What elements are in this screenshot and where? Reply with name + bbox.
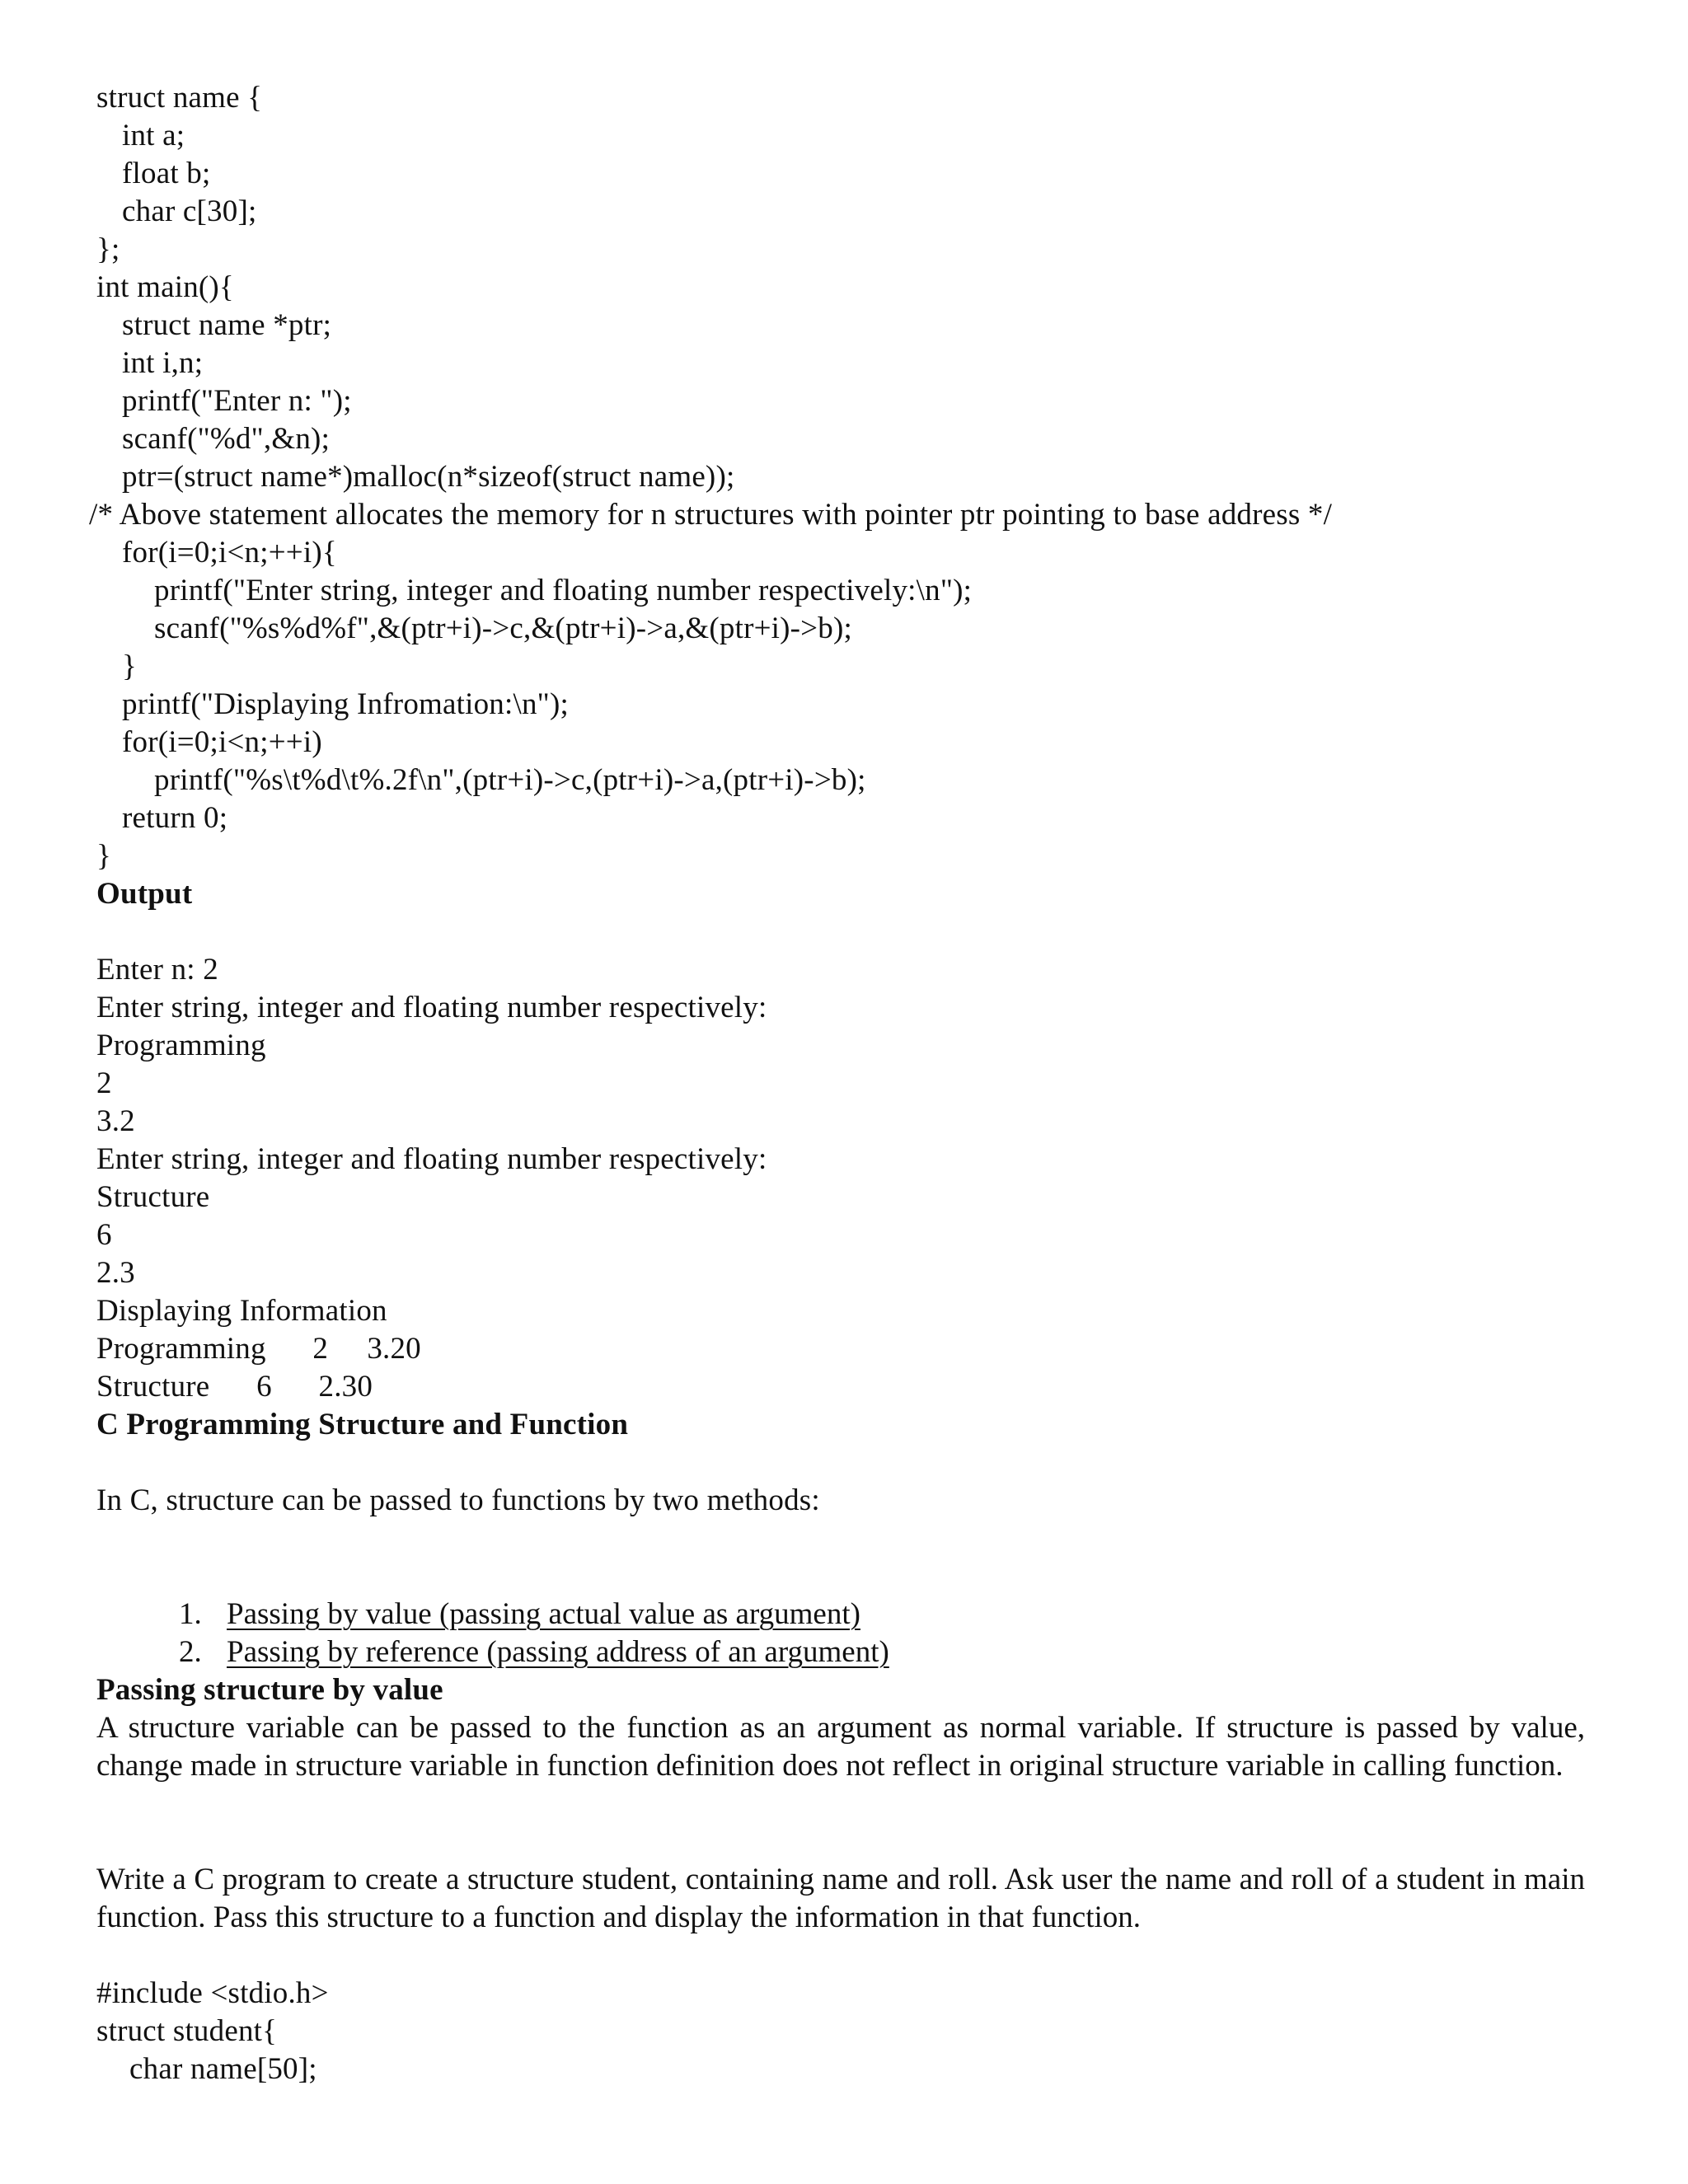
output-line: Enter string, integer and floating number respectively: [96,1142,767,1176]
subheading: Passing structure by value [96,1673,443,1707]
output-line: Programming [96,1029,266,1062]
list-number: 1. [179,1597,202,1631]
list-number: 2. [179,1635,202,1669]
code-comment: /* Above statement allocates the memory for n structures with pointer ptr pointing to base address */ [89,498,1333,532]
code-line: struct name { [96,81,263,115]
code-line: return 0; [122,801,228,835]
code-line: scanf("%s%d%f",&(ptr+i)->c,&(ptr+i)->a,&(ptr+i)->b); [154,612,852,645]
output-line: 3.2 [96,1104,135,1138]
code-line: float b; [122,157,211,190]
output-line: 2 [96,1066,112,1100]
output-line: Structure [96,1180,210,1214]
code-line: int a; [122,119,185,152]
code-line: for(i=0;i<n;++i) [122,725,322,759]
code-line: ptr=(struct name*)malloc(n*sizeof(struct name)); [122,460,735,494]
code-line: for(i=0;i<n;++i){ [122,536,337,569]
section-heading: C Programming Structure and Function [96,1408,629,1441]
code-line: #include <stdio.h> [96,1976,329,2010]
code-line: printf("%s\t%d\t%.2f\n",(ptr+i)->c,(ptr+i)->a,(ptr+i)->b); [154,763,866,797]
output-line: Structure 6 2.30 [96,1370,373,1404]
code-line: printf("Enter string, integer and floating number respectively:\n"); [154,574,973,607]
paragraph: Write a C program to create a structure student, containing name and roll. Ask user the name and roll of a student in main function. Pass this structure to a function and display the information in that function. [96,1863,1585,1934]
paragraph: A structure variable can be passed to the function as an argument as normal variable. If structure is passed by value, change made in structure variable in function definition does not reflect in original structure variable in calling function. [96,1711,1585,1783]
code-line: struct student{ [96,2014,278,2048]
code-line: printf("Displaying Infromation:\n"); [122,687,569,721]
code-line: scanf("%d",&n); [122,422,331,456]
list-item-text: Passing by reference (passing address of an argument) [227,1635,889,1669]
output-line: 6 [96,1218,112,1252]
code-line: printf("Enter n: "); [122,384,352,418]
code-line: char c[30]; [122,194,257,228]
code-line: }; [96,232,120,266]
output-line: Enter n: 2 [96,953,218,987]
code-line: int main(){ [96,270,234,304]
code-line: char name[50]; [129,2052,317,2086]
output-line: Displaying Information [96,1294,387,1328]
code-line: } [122,649,137,683]
code-line: int i,n; [122,346,204,380]
output-line: Enter string, integer and floating number respectively: [96,991,767,1024]
output-line: 2.3 [96,1256,135,1290]
output-line: Programming 2 3.20 [96,1332,421,1366]
output-heading: Output [96,877,193,911]
intro-text: In C, structure can be passed to functions by two methods: [96,1483,820,1517]
code-line: } [96,839,111,873]
list-item-text: Passing by value (passing actual value as argument) [227,1597,860,1631]
code-line: struct name *ptr; [122,308,332,342]
